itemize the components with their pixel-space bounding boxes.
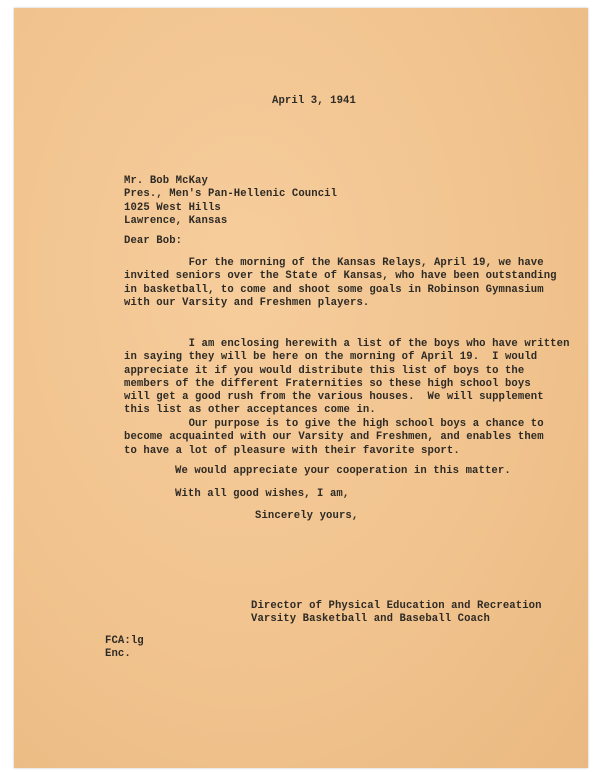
paragraph-line: in basketball, to come and shoot some goals in Robinson Gymnasium (124, 283, 544, 296)
paragraph-line: For the morning of the Kansas Relays, April 19, we have (124, 257, 544, 269)
paragraph-line: to have a lot of pleasure with their favorite sport. (124, 444, 460, 457)
recipient-address (124, 175, 337, 228)
paragraph-5: With all good wishes, I am, (175, 488, 350, 500)
paragraph-2 (124, 338, 570, 418)
paragraph-1 (124, 257, 557, 310)
reference-initials (105, 635, 144, 662)
recipient-title: Pres., Men's Pan-Hellenic Council (124, 188, 338, 201)
paragraph-4: We would appreciate your cooperation in this matter. (175, 465, 511, 477)
letter-page (14, 8, 588, 768)
paragraph-3 (124, 418, 544, 458)
paragraph-line: in saying they will be here on the morning of April 19. I would (124, 351, 538, 364)
paragraph-line: become acquainted with our Varsity and Freshmen, and enables them (124, 431, 544, 444)
typist-initials: FCA:lg (105, 635, 144, 647)
recipient-street: 1025 West Hills (124, 201, 221, 214)
recipient-name: Mr. Bob McKay (124, 175, 208, 187)
signer-title-2: Varsity Basketball and Baseball Coach (251, 613, 490, 626)
paragraph-line: members of the different Fraternities so these high school boys (124, 377, 531, 390)
paragraph-line: invited seniors over the State of Kansas, who have been outstanding (124, 270, 557, 283)
paragraph-line: appreciate it if you would distribute this list of boys to the (124, 364, 525, 377)
letter-date: April 3, 1941 (272, 95, 356, 107)
paragraph-line: with our Varsity and Freshmen players. (124, 296, 370, 309)
enclosure-note: Enc. (105, 648, 131, 661)
paragraph-line: this list as other acceptances come in. (124, 404, 376, 417)
paragraph-line: will get a good rush from the various houses. We will supplement (124, 391, 544, 404)
complimentary-close: Sincerely yours, (255, 510, 359, 522)
paragraph-line: I am enclosing herewith a list of the boys who have written (124, 338, 570, 350)
paragraph-line: Our purpose is to give the high school boys a chance to (124, 418, 544, 430)
recipient-city: Lawrence, Kansas (124, 214, 228, 227)
signature-block (251, 600, 542, 627)
salutation: Dear Bob: (124, 235, 183, 247)
signer-title-1: Director of Physical Education and Recreation (251, 600, 542, 612)
